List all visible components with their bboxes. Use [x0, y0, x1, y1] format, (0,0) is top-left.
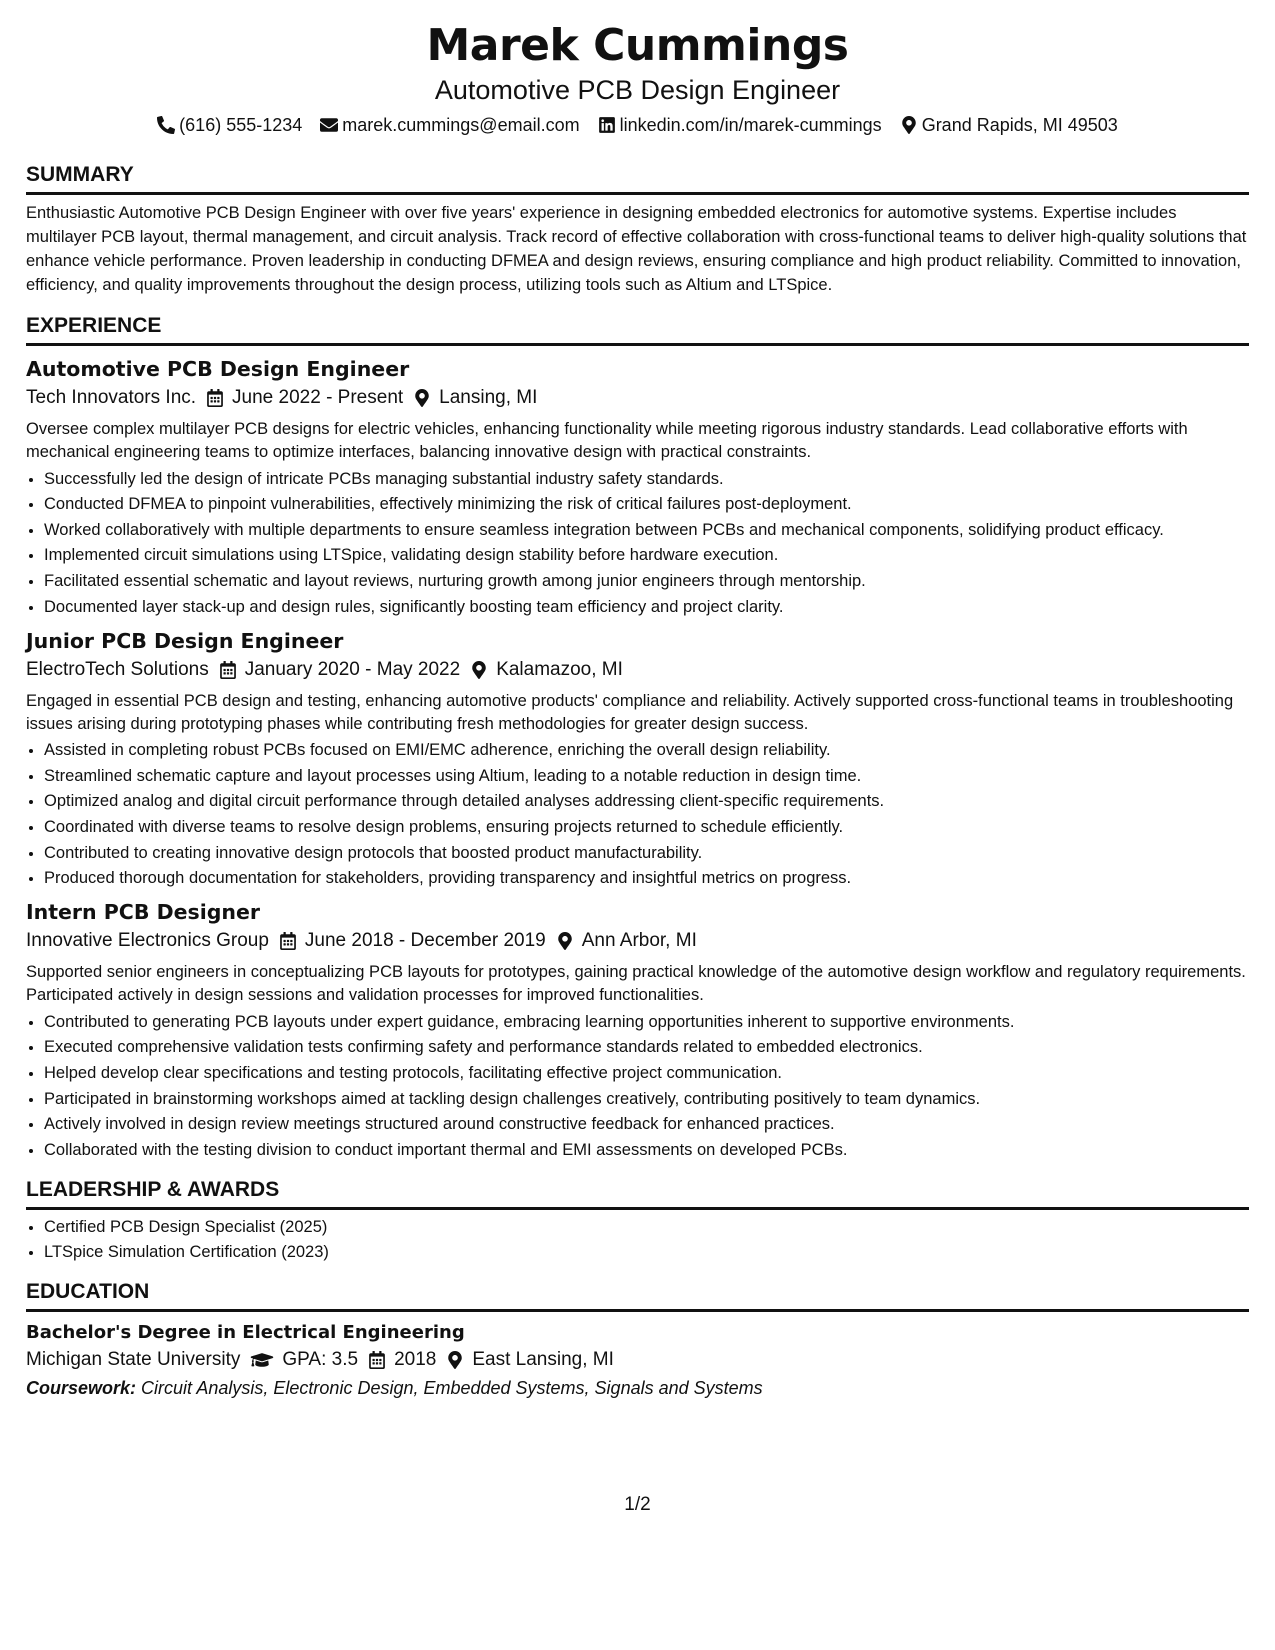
graduation-cap-icon [250, 1351, 274, 1369]
list-item: • Coordinated with diverse teams to resolve design problems, ensuring projects returned to schedule efficiently. [44, 816, 1249, 838]
job-bullets [26, 1011, 1249, 1161]
list-item: • Participated in brainstorming workshops aimed at tackling design challenges creatively, contributing positively to team dynamics. [44, 1088, 1249, 1110]
section-heading-experience: EXPERIENCE [26, 313, 1249, 346]
contact-phone-text: (616) 555-1234 [179, 115, 303, 135]
list-item: • Helped develop clear specifications and testing protocols, facilitating effective project communication. [44, 1062, 1249, 1084]
job-dates-text: January 2020 - May 2022 [244, 658, 461, 680]
job-entry [26, 626, 1249, 890]
map-pin-icon [900, 116, 918, 134]
education-degree: Bachelor's Degree in Electrical Engineering [26, 1322, 465, 1344]
section-heading-education: EDUCATION [26, 1279, 1249, 1312]
job-location-text: Lansing, MI [439, 387, 538, 408]
job-dates [206, 384, 403, 412]
education-year [368, 1346, 436, 1374]
map-pin-icon [556, 932, 574, 950]
job-title: Junior PCB Design Engineer [26, 628, 344, 653]
job-company: Tech Innovators Inc. [26, 387, 197, 408]
job-bullets [26, 739, 1249, 889]
page-number: 1/2 [624, 1494, 651, 1515]
candidate-headline: Automotive PCB Design Engineer [434, 75, 841, 105]
coursework-text: Circuit Analysis, Electronic Design, Embedded Systems, Signals and Systems [141, 1378, 763, 1399]
job-bullets [26, 468, 1249, 618]
list-item: • Successfully led the design of intricate PCBs managing substantial industry safety standards. [44, 468, 1249, 490]
list-item: • Facilitated essential schematic and layout reviews, nurturing growth among junior engineers through mentorship. [44, 570, 1249, 592]
job-entry [26, 354, 1249, 618]
education-location-text: East Lansing, MI [472, 1349, 614, 1371]
job-location [413, 384, 537, 412]
envelope-icon [320, 116, 338, 134]
list-item: • Implemented circuit simulations using LTSpice, validating design stability before hardware execution. [44, 544, 1249, 566]
job-description: Engaged in essential PCB design and testing, enhancing automotive products' compliance and reliability. Actively supported cross-functional teams in troubleshooting issues arising during prototyping phases while contributing fresh methodologies for greater design success. [26, 691, 1234, 733]
job-location-text: Ann Arbor, MI [581, 930, 697, 952]
job-dates-text: June 2018 - December 2019 [304, 930, 546, 952]
calendar-icon [206, 389, 224, 407]
education-school: Michigan State University [26, 1349, 241, 1371]
list-item: • Worked collaboratively with multiple departments to ensure seamless integration between PCBs and mechanical components, solidifying product efficacy. [44, 519, 1249, 541]
job-company: ElectroTech Solutions [26, 658, 209, 680]
job-dates-text: June 2022 - Present [232, 387, 404, 408]
list-item: • Executed comprehensive validation tests confirming safety and performance standards related to embedded electronics. [44, 1036, 1249, 1058]
list-item: • Actively involved in design review meetings structured around constructive feedback for enhanced practices. [44, 1113, 1249, 1135]
summary-text: Enthusiastic Automotive PCB Design Engineer with over five years' experience in designing embedded electronics for automotive systems. Expertise includes multilayer PCB layout, thermal management, and circuit analysis. Track record of effective collaboration with cross-functional teams to deliver high-quality solutions that enhance vehicle performance. Proven leadership in conducting DFMEA and design reviews, ensuring compliance and high product reliability. Committed to innovation, efficiency, and quality improvements throughout the design process, utilizing tools such as Altium and LTSpice. [26, 204, 1247, 294]
section-heading-awards: LEADERSHIP & AWARDS [26, 1177, 1249, 1210]
education-meta [26, 1346, 1249, 1374]
list-item: • Contributed to generating PCB layouts under expert guidance, embracing learning opportunities inherent to supportive environments. [44, 1011, 1249, 1033]
calendar-icon [219, 661, 237, 679]
list-item: • LTSpice Simulation Certification (2023) [44, 1241, 1249, 1263]
job-meta [26, 656, 1249, 684]
list-item: • Certified PCB Design Specialist (2025) [44, 1216, 1249, 1238]
coursework-label: Coursework: [26, 1378, 137, 1399]
map-pin-icon [470, 661, 488, 679]
calendar-icon [279, 932, 297, 950]
linkedin-icon [598, 116, 616, 134]
education-year-text: 2018 [394, 1349, 437, 1371]
job-location [556, 927, 697, 955]
contact-linkedin-text: linkedin.com/in/marek-cummings [619, 115, 882, 135]
job-dates [219, 656, 460, 684]
calendar-icon [368, 1351, 386, 1369]
list-item: • Conducted DFMEA to pinpoint vulnerabilities, effectively minimizing the risk of critical failures post-deployment. [44, 493, 1249, 515]
awards-list [26, 1216, 1249, 1264]
list-item: • Documented layer stack-up and design rules, significantly boosting team efficiency and project clarity. [44, 596, 1249, 618]
contact-phone[interactable] [157, 112, 302, 138]
list-item: • Collaborated with the testing division to conduct important thermal and EMI assessments on developed PCBs. [44, 1139, 1249, 1161]
job-meta [26, 384, 1249, 412]
candidate-name: Marek Cummings [426, 20, 849, 71]
job-description: Oversee complex multilayer PCB designs for electric vehicles, enhancing functionality while meeting rigorous industry standards. Lead collaborative efforts with mechanical engineering teams to optimize interfaces, balancing innovative design with practical constraints. [26, 420, 1188, 461]
education-coursework [26, 1374, 1249, 1402]
job-company: Innovative Electronics Group [26, 930, 269, 952]
education-location [446, 1346, 614, 1374]
list-item: • Produced thorough documentation for stakeholders, providing transparency and insightful metrics on progress. [44, 867, 1249, 889]
job-dates [279, 927, 546, 955]
education-gpa [250, 1346, 358, 1374]
job-location-text: Kalamazoo, MI [496, 658, 623, 680]
map-pin-icon [446, 1351, 464, 1369]
contact-location [900, 112, 1118, 138]
list-item: • Optimized analog and digital circuit performance through detailed analyses addressing client-specific requirements. [44, 790, 1249, 812]
contact-linkedin[interactable] [598, 112, 882, 138]
job-entry [26, 897, 1249, 1161]
list-item: • Streamlined schematic capture and layout processes using Altium, leading to a notable reduction in design time. [44, 765, 1249, 787]
phone-icon [157, 116, 175, 134]
section-heading-summary: SUMMARY [26, 162, 1249, 195]
contact-email-text: marek.cummings@email.com [342, 115, 580, 135]
map-pin-icon [413, 389, 431, 407]
list-item: • Contributed to creating innovative design protocols that boosted product manufacturability. [44, 842, 1249, 864]
job-meta [26, 927, 1249, 955]
job-title: Intern PCB Designer [26, 900, 261, 925]
resume-page [26, 18, 1249, 1402]
contact-email[interactable] [320, 112, 579, 138]
contact-bar [26, 112, 1249, 138]
list-item: • Assisted in completing robust PCBs focused on EMI/EMC adherence, enriching the overall design reliability. [44, 739, 1249, 761]
education-gpa-text: GPA: 3.5 [282, 1349, 359, 1371]
contact-location-text: Grand Rapids, MI 49503 [921, 115, 1118, 135]
job-location [470, 656, 623, 684]
job-title: Automotive PCB Design Engineer [26, 357, 410, 381]
job-description: Supported senior engineers in conceptualizing PCB layouts for prototypes, gaining practical knowledge of the automotive design workflow and regulatory requirements. Participated actively in design sessions and validation processes for improved functionalities. [26, 963, 1246, 1005]
